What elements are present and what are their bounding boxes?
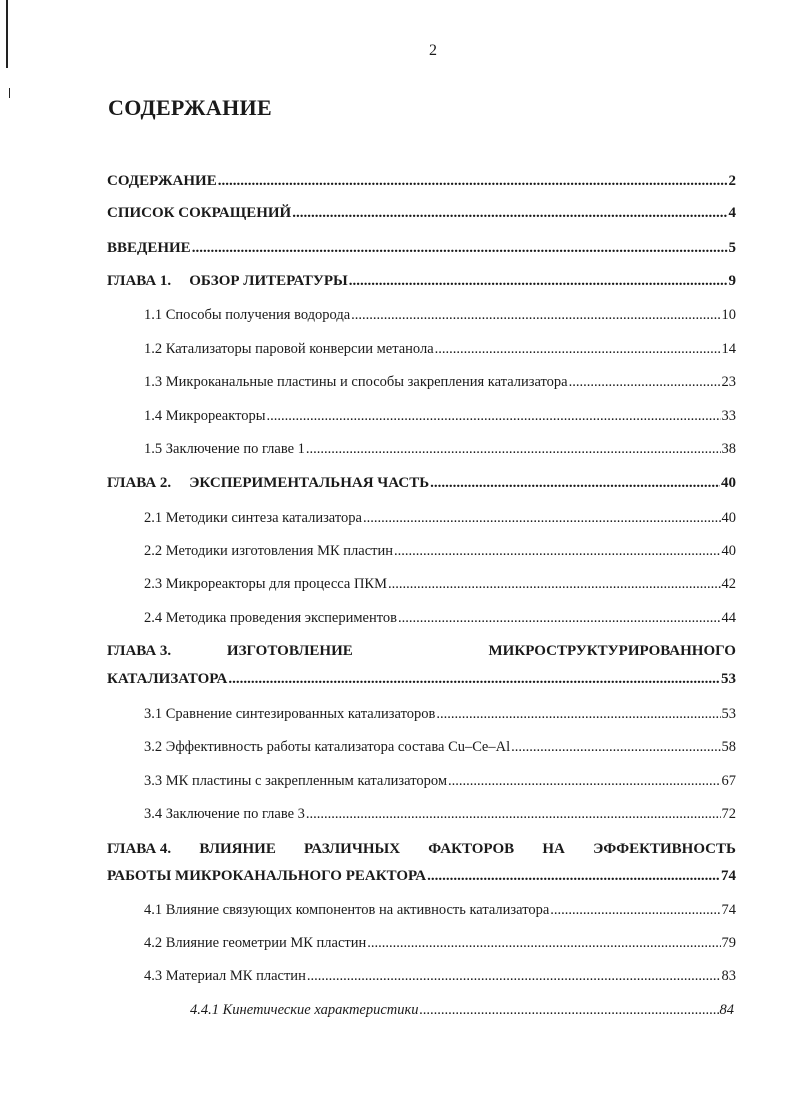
toc-entry-1-3[interactable] (144, 371, 736, 393)
toc-entry-chapter-1[interactable] (107, 270, 736, 292)
toc-entry-4-4-1[interactable] (190, 999, 734, 1021)
dot-leader (228, 668, 720, 690)
dot-leader (420, 999, 719, 1021)
dot-leader (306, 438, 721, 460)
toc-title-word: ВЛИЯНИЕ (199, 841, 276, 857)
toc-entry-chapter-3-line-1[interactable] (107, 640, 736, 662)
toc-entry-2-2[interactable] (144, 540, 736, 562)
dot-leader (218, 170, 728, 192)
toc-entry-1-4[interactable] (144, 405, 736, 427)
toc-page-number: 40 (721, 510, 736, 526)
toc-entry-3-1[interactable] (144, 703, 736, 725)
toc-page-number: 4 (728, 205, 736, 221)
toc-title-word: МИКРОСТРУКТУРИРОВАННОГО (488, 643, 736, 659)
toc-page-number: 83 (721, 968, 736, 984)
toc-page-number: 74 (721, 868, 736, 884)
dot-leader (292, 202, 727, 224)
toc-entry-chapter-2[interactable] (107, 472, 736, 494)
dot-leader (367, 932, 720, 954)
toc-entry-1-2[interactable] (144, 338, 736, 360)
toc-entry-chapter-4-line-1[interactable] (107, 838, 736, 860)
dot-leader (427, 865, 720, 887)
toc-entry-label: 4.4.1 Кинетические характеристики (190, 1002, 419, 1018)
toc-entry-introduction[interactable] (107, 237, 736, 259)
dot-leader (351, 304, 720, 326)
page-title: СОДЕРЖАНИЕ (108, 95, 272, 120)
toc-page-number: 2 (728, 173, 736, 189)
toc-page-number: 40 (721, 543, 736, 559)
dot-leader (569, 371, 721, 393)
toc-entry-2-3[interactable] (144, 573, 736, 595)
toc-page-number: 9 (728, 273, 736, 289)
toc-entry-label: РАБОТЫ МИКРОКАНАЛЬНОГО РЕАКТОРА (107, 868, 427, 884)
toc-entry-2-1[interactable] (144, 507, 736, 529)
toc-entry-label: 3.4 Заключение по главе 3 (144, 806, 305, 822)
toc-page-number: 53 (721, 671, 736, 687)
toc-page-number: 38 (721, 441, 736, 457)
toc-entry-chapter-3-line-2[interactable] (107, 668, 736, 690)
toc-entry-label: 2.4 Методика проведения экспериментов (144, 610, 397, 626)
toc-entry-label: 1.2 Катализаторы паровой конверсии метанола (144, 341, 434, 357)
toc-title-word: ФАКТОРОВ (428, 841, 515, 857)
toc-page-number: 74 (721, 902, 736, 918)
dot-leader (388, 573, 721, 595)
dot-leader (511, 736, 720, 758)
toc-entry-abbreviations[interactable] (107, 202, 736, 224)
toc-title-word: ЭФФЕКТИВНОСТЬ (593, 841, 736, 857)
toc-entry-3-3[interactable] (144, 770, 736, 792)
toc-entry-contents[interactable] (107, 170, 736, 192)
dot-leader (398, 607, 721, 629)
toc-entry-label: СПИСОК СОКРАЩЕНИЙ (107, 205, 292, 221)
toc-title-word: ИЗГОТОВЛЕНИЕ (226, 643, 353, 659)
dot-leader (349, 270, 728, 292)
toc-title-word: НА (542, 841, 565, 857)
toc-page-number: 5 (728, 240, 736, 256)
toc-page-number: 42 (721, 576, 736, 592)
dot-leader (192, 237, 728, 259)
toc-entry-label: КАТАЛИЗАТОРА (107, 671, 228, 687)
toc-entry-label: СОДЕРЖАНИЕ (107, 173, 217, 189)
toc-entry-1-5[interactable] (144, 438, 736, 460)
dot-leader (430, 472, 720, 494)
toc-entry-3-4[interactable] (144, 803, 736, 825)
toc-chapter-number: ГЛАВА 4. (107, 841, 172, 857)
toc-entry-label: 1.4 Микрореакторы (144, 408, 266, 424)
toc-page-number: 14 (721, 341, 736, 357)
dot-leader (306, 803, 721, 825)
toc-entry-3-2[interactable] (144, 736, 736, 758)
toc-entry-label: 2.3 Микрореакторы для процесса ПКМ (144, 576, 387, 592)
dot-leader (550, 899, 720, 921)
toc-chapter-number: ГЛАВА 2. (107, 475, 172, 491)
dot-leader (436, 703, 720, 725)
dot-leader (448, 770, 720, 792)
toc-page-number: 53 (721, 706, 736, 722)
toc-page-number: 33 (721, 408, 736, 424)
toc-page-number: 44 (721, 610, 736, 626)
toc-entry-1-1[interactable] (144, 304, 736, 326)
toc-entry-label: 4.2 Влияние геометрии МК пластин (144, 935, 367, 951)
toc-entry-4-1[interactable] (144, 899, 736, 921)
toc-entry-4-3[interactable] (144, 965, 736, 987)
toc-page-number: 10 (721, 307, 736, 323)
toc-entry-label: 2.2 Методики изготовления МК пластин (144, 543, 394, 559)
dot-leader (394, 540, 720, 562)
toc-entry-label: 4.1 Влияние связующих компонентов на активность катализатора (144, 902, 550, 918)
toc-page-number: 72 (721, 806, 736, 822)
toc-entry-4-2[interactable] (144, 932, 736, 954)
toc-entry-label: 3.3 МК пластины с закрепленным катализатором (144, 773, 448, 789)
dot-leader (435, 338, 721, 360)
page-number: 2 (429, 42, 437, 59)
toc-entry-label: 4.3 Материал МК пластин (144, 968, 306, 984)
toc-entry-label: 3.1 Сравнение синтезированных катализаторов (144, 706, 436, 722)
toc-entry-label: 3.2 Эффективность работы катализатора состава Cu–Ce–Al (144, 739, 511, 755)
toc-page-number: 79 (721, 935, 736, 951)
toc-entry-label: 2.1 Методики синтеза катализатора (144, 510, 362, 526)
toc-entry-label: ЭКСПЕРИМЕНТАЛЬНАЯ ЧАСТЬ (189, 475, 430, 491)
dot-leader (363, 507, 721, 529)
toc-entry-chapter-4-line-2[interactable] (107, 865, 736, 887)
toc-title-word: РАЗЛИЧНЫХ (304, 841, 401, 857)
toc-entry-label: 1.1 Способы получения водорода (144, 307, 351, 323)
toc-entry-label: ВВЕДЕНИЕ (107, 240, 191, 256)
dot-leader (307, 965, 721, 987)
toc-page-number: 23 (721, 374, 736, 390)
toc-page-number: 58 (721, 739, 736, 755)
toc-page-number: 40 (721, 475, 736, 491)
toc-entry-2-4[interactable] (144, 607, 736, 629)
toc-entry-label: ОБЗОР ЛИТЕРАТУРЫ (189, 273, 348, 289)
toc-entry-label: 1.5 Заключение по главе 1 (144, 441, 305, 457)
dot-leader (267, 405, 721, 427)
toc-page-number: 84 (719, 1002, 734, 1018)
toc-entry-label: 1.3 Микроканальные пластины и способы закрепления катализатора (144, 374, 568, 390)
toc-chapter-number: ГЛАВА 1. (107, 273, 172, 289)
toc-chapter-number: ГЛАВА 3. (107, 643, 172, 659)
toc-page-number: 67 (721, 773, 736, 789)
